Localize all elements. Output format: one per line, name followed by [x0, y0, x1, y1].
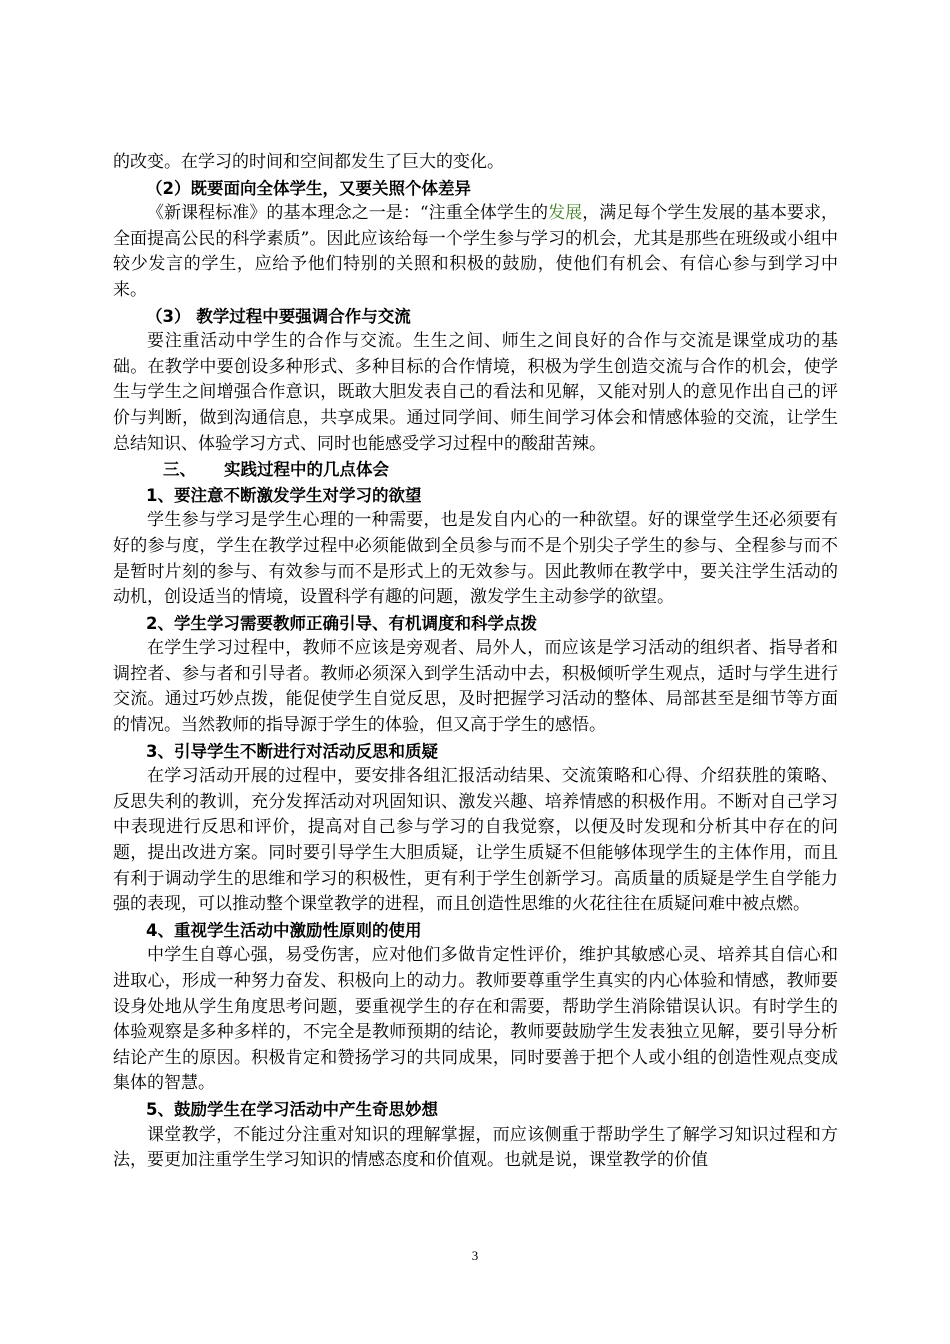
paragraph-point-4: 中学生自尊心强，易受伤害，应对他们多做肯定性评价，维护其敏感心灵、培养其自信心和进取心，形成一种努力奋发、积极向上的动力。教师要尊重学生真实的内心体验和情感，教师要设身处地从学生角度思考问题，要重视学生的存在和需要，帮助学生消除错误认识。有时学生的体验观察是多种多样的，不完全是教师预期的结论，教师要鼓励学生发表独立见解，要引导分析结论产生的原因。积极肯定和赞扬学习的共同成果，同时要善于把个人或小组的创造性观点变成集体的智慧。 [113, 945, 838, 1094]
paragraph-cooperation: 要注重活动中学生的合作与交流。生生之间、师生之间良好的合作与交流是课堂成功的基础。在教学中要创设多种形式、多种目标的合作情境，积极为学生创造交流与合作的机会，使学生与学生之间增强合作意识，既敢大胆发表自己的看法和见解，又能对别人的意见作出自己的评价与判断，做到沟通信息，共享成果。通过同学间、师生间学习体会和情感体验的交流，让学生总结知识、体验学习方式、同时也能感受学习过程中的酸甜苦辣。 [113, 331, 838, 454]
heading-point-4: 4、重视学生活动中激励性原则的使用 [146, 920, 422, 940]
heading-2: （2）既要面向全体学生，又要关照个体差异 [146, 178, 471, 198]
section-number: 三、 [163, 460, 196, 480]
heading-point-5: 5、鼓励学生在学习活动中产生奇思妙想 [146, 1099, 438, 1119]
heading-point-3: 3、引导学生不断进行对活动反思和质疑 [146, 741, 438, 761]
text-before-highlight: 《新课程标准》的基本理念之一是：“注重全体学生的 [147, 203, 549, 224]
paragraph-point-3: 在学习活动开展的过程中，要安排各组汇报活动结果、交流策略和心得、介绍获胜的策略、反思失利的教训，充分发挥活动对巩固知识、激发兴趣、培养情感的积极作用。不断对自己学习中表现进行反思和评价，提高对自己参与学习的自我觉察，以便及时发现和分析其中存在的问题，提出改进方案。同时要引导学生大胆质疑，让学生质疑不但能够体现学生的主体作用，而且有利于调动学生的思维和学习的积极性，更有利于学生创新学习。高质量的质疑是学生自学能力强的表现，可以推动整个课堂教学的进程，而且创造性思维的火花往往在质疑问难中被点燃。 [113, 766, 838, 915]
highlighted-word: 发展 [548, 203, 583, 224]
paragraph-curriculum-standard [113, 201, 838, 303]
text-after-highlight: ，满足每个学生发展的基本要求，全面提高公民的科学素质”。因此应该给每一个学生参与学习的机会，尤其是那些在班级或小组中较少发言的学生，应给予他们特别的关照和积极的鼓励，使他们有机会、有信心参与到学习中来。 [113, 203, 839, 300]
page-number: 3 [471, 1248, 479, 1263]
section-heading-3 [113, 457, 838, 483]
paragraph-point-5: 课堂教学，不能过分注重对知识的理解掌握，而应该侧重于帮助学生了解学习知识过程和方法，要更加注重学生学习知识的情感态度和价值观。也就是说，课堂教学的价值 [113, 1124, 838, 1171]
paragraph-continuation: 的改变。在学习的时间和空间都发生了巨大的变化。 [113, 152, 504, 172]
heading-point-2: 2、学生学习需要教师正确引导、有机调度和科学点拨 [146, 613, 537, 633]
section-title: 实践过程中的几点体会 [224, 460, 389, 480]
heading-point-1: 1、要注意不断激发学生对学习的欲望 [146, 485, 422, 505]
document-page [113, 150, 838, 1174]
heading-3: （3） 教学过程中要强调合作与交流 [146, 306, 411, 326]
paragraph-point-1: 学生参与学习是学生心理的一种需要，也是发自内心的一种欲望。好的课堂学生还必须要有好的参与度，学生在教学过程中必须能做到全员参与而不是个别尖子学生的参与、全程参与而不是暂时片刻的参与、有效参与而不是形式上的无效参与。因此教师在教学中，要关注学生活动的动机，创设适当的情境，设置科学有趣的问题，激发学生主动参学的欲望。 [113, 510, 838, 608]
paragraph-point-2: 在学生学习过程中，教师不应该是旁观者、局外人，而应该是学习活动的组织者、指导者和调控者、参与者和引导者。教师必须深入到学生活动中去，积极倾听学生观点，适时与学生进行交流。通过巧妙点拨，能促使学生自觉反思，及时把握学习活动的整体、局部甚至是细节等方面的情况。当然教师的指导源于学生的体验，但又高于学生的感悟。 [113, 638, 838, 736]
